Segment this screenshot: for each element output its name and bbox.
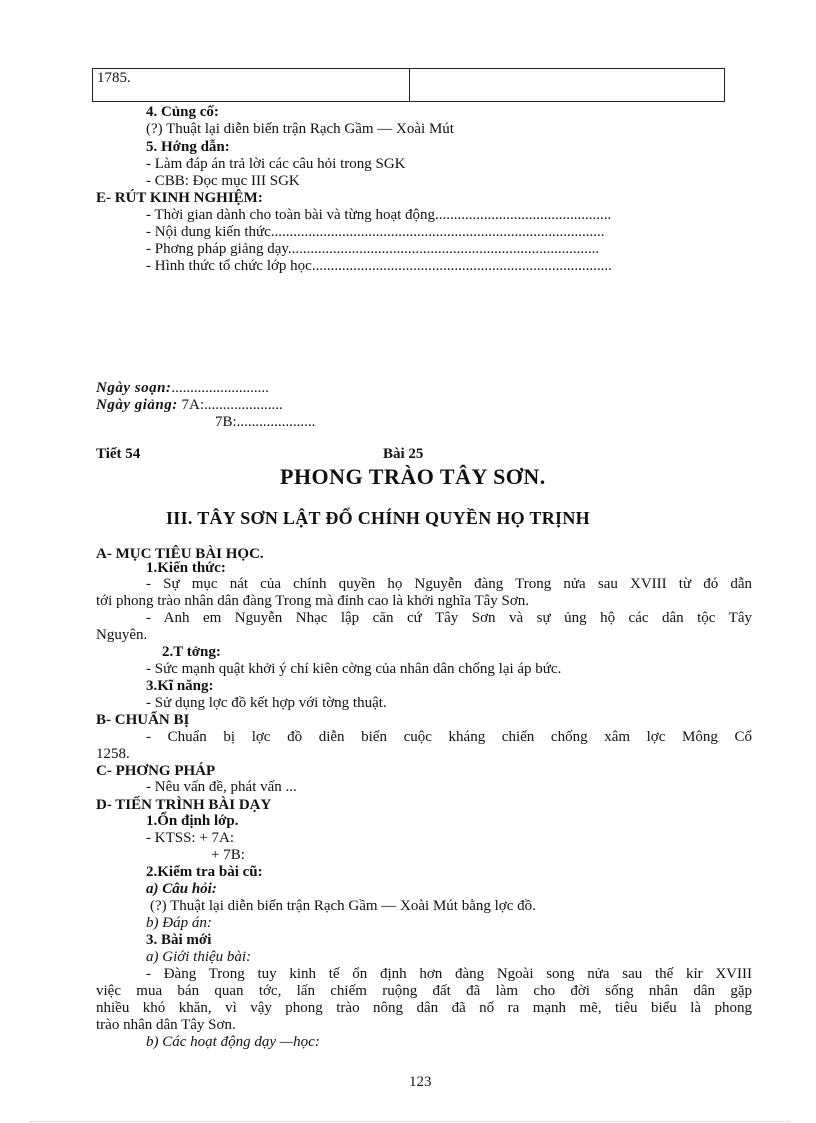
sub-heading-on-dinh: 1.Ổn định lớp. [146, 813, 239, 829]
list-item: - Hình thức tổ chức lớp học................................................................................ [146, 258, 612, 274]
sub-heading-bai-moi: 3. Bài mới [146, 932, 212, 948]
page-title: PHONG TRÀO TÂY SƠN. [280, 464, 546, 489]
sub-heading-kiem-tra: 2.Kiểm tra bài cũ: [146, 864, 263, 880]
page-subtitle: III. TÂY SƠN LẬT ĐỔ CHÍNH QUYỀN HỌ TRỊNH [166, 508, 590, 528]
paragraph-line: - Sức mạnh quật khởi ý chí kiên cờng của nhân dân chống lại áp bức. [146, 661, 562, 677]
lesson-table [92, 68, 725, 102]
table-row [93, 69, 725, 102]
paragraph-line: - Sử dụng lợc đồ kết hợp với tờng thuật. [146, 695, 387, 711]
table-cell: 1785. [93, 69, 410, 102]
paragraph-line: (?) Thuật lại diễn biến trận Rạch Gầm — Xoài Mút bằng lợc đồ. [150, 898, 536, 914]
section-heading-rut-kinh-nghiem: E- RÚT KINH NGHIỆM: [96, 190, 263, 206]
sub-heading-tu-tuong: 2.T tởng: [162, 644, 221, 660]
lesson-bai: Bài 25 [383, 446, 424, 462]
section-heading-tien-trinh: D- TIẾN TRÌNH BÀI DẠY [96, 797, 272, 813]
paragraph-line: việc mua bán quan tớc, lấn chiếm ruộng đất đã làm cho đời sống nhân dân gặp [96, 983, 752, 999]
ngay-giang-7a: 7A:..................... [181, 397, 283, 413]
paragraph-line: trào nhân dân Tây Sơn. [96, 1017, 236, 1033]
list-item: - CBB: Đọc mục III SGK [146, 173, 300, 189]
paragraph-line: + 7B: [211, 847, 245, 863]
section-heading-phuong-phap: C- PHƠNG PHÁP [96, 763, 216, 779]
activities-label: b) Các hoạt động dạy —học: [146, 1034, 320, 1050]
paragraph-line: nhiều khó khăn, vì vậy phong trào nông dân đã nổ ra mạnh mẽ, tiêu biểu là phong [96, 1000, 752, 1016]
ngay-giang-7b: 7B:..................... [215, 414, 316, 430]
list-item: - Thời gian dành cho toàn bài và từng hoạt động............................................... [146, 207, 612, 223]
section-heading-muc-tieu: A- MỤC TIÊU BÀI HỌC. [96, 546, 264, 562]
ngay-giang-label: Ngày giảng: [96, 397, 178, 413]
ngay-soan-label: Ngày soạn: [96, 380, 172, 396]
sub-heading-kien-thuc: 1.Kiến thức: [146, 560, 226, 576]
list-item: - Làm đáp án trả lời các câu hỏi trong SGK [146, 156, 406, 172]
table-cell [410, 69, 725, 102]
paragraph-line: - Nêu vấn đề, phát vấn ... [146, 779, 297, 795]
paragraph-line: 1258. [96, 746, 130, 762]
ngay-soan [96, 380, 269, 397]
section-heading-huong-dan: 5. Hớng dẫn: [146, 139, 230, 155]
paragraph-line: - KTSS: + 7A: [146, 830, 235, 846]
paragraph-line: - Đàng Trong tuy kinh tế ổn định hơn đàng Ngoài song nửa sau thế kỉr XVIII [146, 966, 752, 982]
sub-heading-ki-nang: 3.Kĩ năng: [146, 678, 214, 694]
paragraph-line: Nguyên. [96, 627, 148, 643]
ngay-giang [96, 397, 283, 414]
paragraph-line: - Sự mục nát của chính quyền họ Nguyễn đàng Trong nửa sau XVIII từ đó dẫn [146, 576, 752, 592]
paragraph-line: tới phong trào nhân dân đàng Trong mà đỉnh cao là khởi nghĩa Tây Sơn. [96, 593, 530, 609]
page-number: 123 [409, 1074, 432, 1090]
page-bottom-divider [30, 1121, 790, 1122]
answer-label: b) Đáp án: [146, 915, 212, 931]
lesson-number: Tiết 54 [96, 446, 141, 462]
paragraph-line: - Chuẩn bị lợc đồ diễn biến cuộc kháng chiến chống xâm lợc Mông Cổ [146, 729, 752, 745]
section-heading-chuan-bi: B- CHUẨN BỊ [96, 712, 190, 728]
paragraph-line: - Anh em Nguyễn Nhạc lập căn cứ Tây Sơn và sự ủng hộ các dân tộc Tây [146, 610, 752, 626]
list-item: - Phơng pháp giảng dạy................................................................................... [146, 241, 600, 257]
ngay-soan-value: .......................... [171, 380, 269, 396]
intro-label: a) Giới thiệu bài: [146, 949, 252, 965]
list-item: - Nội dung kiến thức......................................................................................... [146, 224, 605, 240]
question-label: a) Câu hỏi: [146, 881, 217, 897]
list-item: (?) Thuật lại diễn biến trận Rạch Gầm — Xoài Mút [146, 121, 454, 137]
section-heading-cung-co: 4. Củng cố: [146, 104, 219, 120]
